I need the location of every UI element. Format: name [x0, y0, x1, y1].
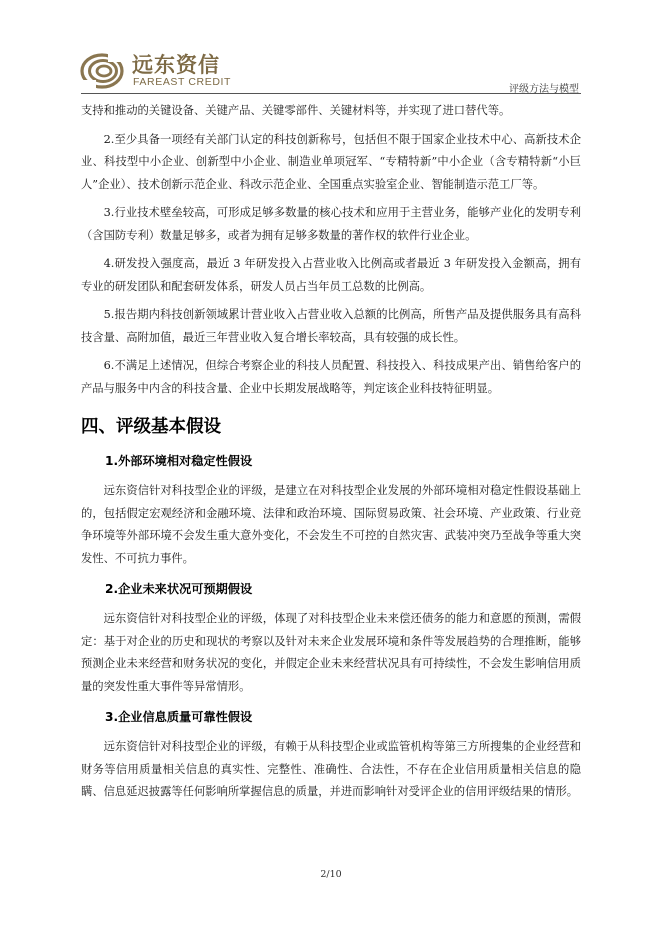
subsection-future-predictability — [81, 578, 581, 698]
subsection-information-reliability — [81, 706, 581, 804]
page-number: 2/10 — [320, 869, 342, 880]
paragraph-continuation: 支持和推动的关键设备、关键产品、关键零部件、关键材料等，并实现了进口替代等。 — [81, 104, 511, 117]
paragraph-criterion-2: 2.至少具备一项经有关部门认定的科技创新称号，包括但不限于国家企业技术中心、高新技术企业、科技型中小企业、创新型中小企业、制造业单项冠军、“专精特新”中小企业（含专精特新“小巨人”企业）、技术创新示范企业、科改示范企业、全国重点实验室企业、智能制造示范工厂等。 — [81, 132, 581, 191]
subsection-external-environment — [81, 450, 581, 570]
paragraph-criterion-3: 3.行业技术壁垒较高，可形成足够多数量的核心技术和应用于主营业务，能够产业化的发明专利（含国防专利）数量足够多，或者为拥有足够多数量的著作权的软件行业企业。 — [81, 206, 581, 242]
subsection-heading: 3.企业信息质量可靠性假设 — [105, 710, 253, 724]
section-heading: 四、评级基本假设 — [81, 417, 221, 437]
company-logo — [80, 48, 280, 92]
document-category: 评级方法与模型 — [509, 84, 579, 95]
subsection-paragraph: 远东资信针对科技型企业的评级，是建立在对科技型企业发展的外部环境相对稳定性假设基础上的，包括假定宏观经济和金融环境、法律和政治环境、国际贸易政策、社会环境、产业政策、行业竞争环境等外部环境不会发生重大意外变化，不会发生不可控的自然灾害、武装冲突乃至战争等重大突发性、不可抗力事件。 — [81, 484, 581, 565]
page-header — [0, 0, 662, 96]
subsection-paragraph: 远东资信针对科技型企业的评级，体现了对科技型企业未来偿还债务的能力和意愿的预测，需假定：基于对企业的历史和现状的考察以及针对未来企业发展环境和条件等发展趋势的合理推断，能够预测企业未来经营和财务状况的变化，并假定企业未来经营状况具有可持续性，不会发生影响信用质量的突发性重大事件等异常情形。 — [81, 612, 581, 693]
logo-chinese-name: 远东资信 — [132, 53, 220, 77]
document-body — [81, 100, 581, 804]
paragraph-criterion-4: 4.研发投入强度高，最近 3 年研发投入占营业收入比例高或者最近 3 年研发投入金额高，拥有专业的研发团队和配套研发体系，研发人员占当年员工总数的比例高。 — [81, 257, 581, 293]
header-divider — [81, 93, 581, 94]
logo-english-name: FAREAST CREDIT — [133, 76, 232, 88]
logo-rings-icon — [80, 48, 128, 92]
subsection-heading: 2.企业未来状况可预期假设 — [105, 582, 253, 596]
subsection-paragraph: 远东资信针对科技型企业的评级，有赖于从科技型企业或监管机构等第三方所搜集的企业经营和财务等信用质量相关信息的真实性、完整性、准确性、合法性，不存在企业信用质量相关信息的隐瞒、信息延迟披露等任何影响所掌握信息的质量，并进而影响针对受评企业的信用评级结果的情形。 — [81, 740, 581, 798]
subsection-heading: 1.外部环境相对稳定性假设 — [105, 454, 253, 468]
paragraph-criterion-6: 6.不满足上述情况，但综合考察企业的科技人员配置、科技投入、科技成果产出、销售给客户的产品与服务中内含的科技含量、企业中长期发展战略等，判定该企业科技特征明显。 — [81, 359, 581, 395]
paragraph-criterion-5: 5.报告期内科技创新领域累计营业收入占营业收入总额的比例高，所售产品及提供服务具有高科技含量、高附加值，最近三年营业收入复合增长率较高，具有较强的成长性。 — [81, 308, 581, 344]
